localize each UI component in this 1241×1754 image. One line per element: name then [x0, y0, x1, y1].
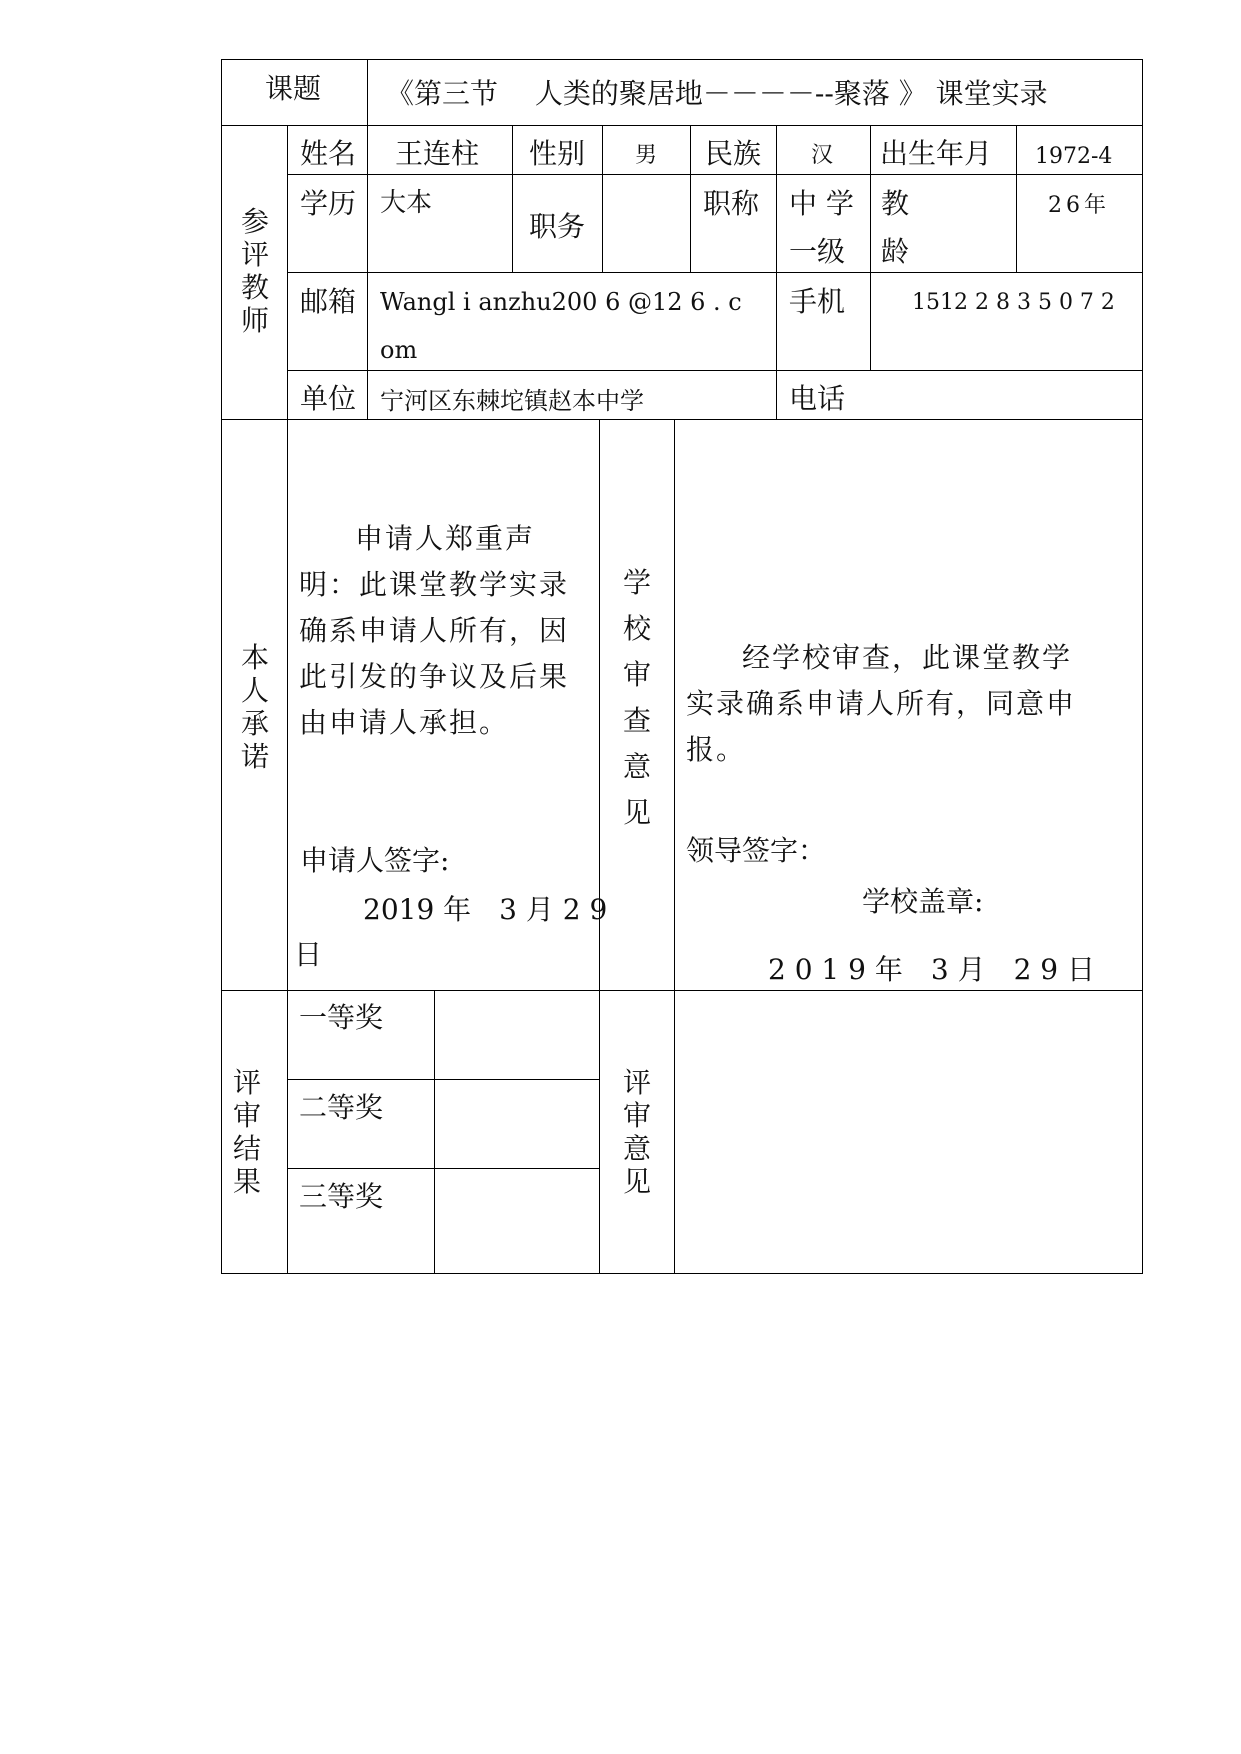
- mobile-label: 手机: [789, 285, 846, 318]
- grid-line: [367, 125, 368, 420]
- grid-line: [1016, 125, 1017, 273]
- second-prize-label: 二等奖: [299, 1091, 384, 1124]
- grid-line: [287, 419, 288, 1274]
- unit-value: 宁河区东棘坨镇赵本中学: [380, 387, 644, 415]
- section-label-commitment: 本人承诺: [240, 641, 269, 773]
- name-label: 姓名: [300, 137, 357, 170]
- school-seal-label: 学校盖章:: [862, 885, 984, 918]
- phone-label: 电话: [789, 382, 846, 415]
- gender-value: 男: [635, 143, 658, 168]
- title-label: 职称: [703, 187, 760, 220]
- first-prize-label: 一等奖: [299, 1001, 384, 1034]
- position-label: 职务: [529, 210, 586, 243]
- grid-line: [287, 370, 1143, 371]
- grid-line: [221, 125, 1143, 126]
- email-label: 邮箱: [300, 285, 357, 318]
- ethnicity-label: 民族: [705, 137, 762, 170]
- grid-line: [512, 125, 513, 273]
- grid-line: [674, 419, 675, 1274]
- commitment-statement: 申请人郑重声明：此课堂教学实录确系申请人所有，因此引发的争议及后果由申请人承担。: [299, 522, 570, 739]
- birth-label: 出生年月: [880, 137, 993, 170]
- grid-line: [870, 125, 871, 371]
- ethnicity-value: 汉: [811, 143, 834, 168]
- unit-label: 单位: [300, 382, 357, 415]
- grid-line: [221, 1273, 1143, 1274]
- grid-line: [367, 59, 368, 126]
- school-opinion: 经学校审查，此课堂教学实录确系申请人所有，同意申报。: [686, 641, 1077, 766]
- grid-line: [221, 990, 1143, 991]
- grid-line: [287, 1168, 599, 1169]
- topic-label: 课题: [265, 72, 322, 105]
- section-label-school-review: 学校审查意见: [622, 566, 651, 829]
- education-value: 大本: [380, 188, 433, 218]
- email-value-line2: om: [380, 336, 418, 364]
- grid-line: [690, 125, 691, 273]
- section-label-evaluation: 评审结果: [232, 1066, 261, 1198]
- education-label: 学历: [300, 187, 357, 220]
- birth-value: 1972-4: [1035, 144, 1113, 169]
- years-value: 26年: [1048, 193, 1110, 218]
- third-prize-label: 三等奖: [299, 1180, 384, 1213]
- grid-line: [434, 990, 435, 1274]
- grid-line: [287, 272, 1143, 273]
- years-label-line2: 龄: [881, 235, 910, 268]
- years-label-line1: 教: [881, 187, 910, 220]
- mobile-value: 1512 2 8 3 5 0 7 2: [912, 290, 1115, 315]
- grid-line: [287, 1079, 599, 1080]
- school-review-date: 2 0 1 9 年 3 月 2 9 日: [768, 953, 1096, 986]
- topic-title: 《第三节 人类的聚居地－－－－--聚落 》 课堂实录: [386, 77, 1048, 110]
- grid-line: [599, 419, 600, 1274]
- email-value-line1: Wangl i anzhu200 6 @12 6 . c: [380, 288, 742, 316]
- leader-signature-label: 领导签字：: [686, 834, 827, 867]
- grid-line: [221, 59, 222, 1274]
- section-label-teacher: 参评教师: [240, 205, 269, 337]
- name-value: 王连柱: [395, 137, 480, 170]
- title-value-line1: 中 学: [789, 187, 854, 220]
- grid-line: [602, 125, 603, 273]
- commitment-date-line1: 2019 年 3 月 2 9: [363, 893, 608, 926]
- section-label-evaluation-opinion: 评审意见: [622, 1066, 651, 1198]
- grid-line: [221, 59, 1143, 60]
- title-value-line2: 一级: [789, 235, 846, 268]
- gender-label: 性别: [529, 137, 586, 170]
- grid-line: [221, 419, 1143, 420]
- grid-line: [1142, 59, 1143, 1274]
- grid-line: [287, 125, 288, 420]
- applicant-signature-label: 申请人签字:: [300, 844, 450, 877]
- grid-line: [776, 125, 777, 420]
- grid-line: [287, 174, 1143, 175]
- commitment-date-line2: 日: [294, 938, 323, 971]
